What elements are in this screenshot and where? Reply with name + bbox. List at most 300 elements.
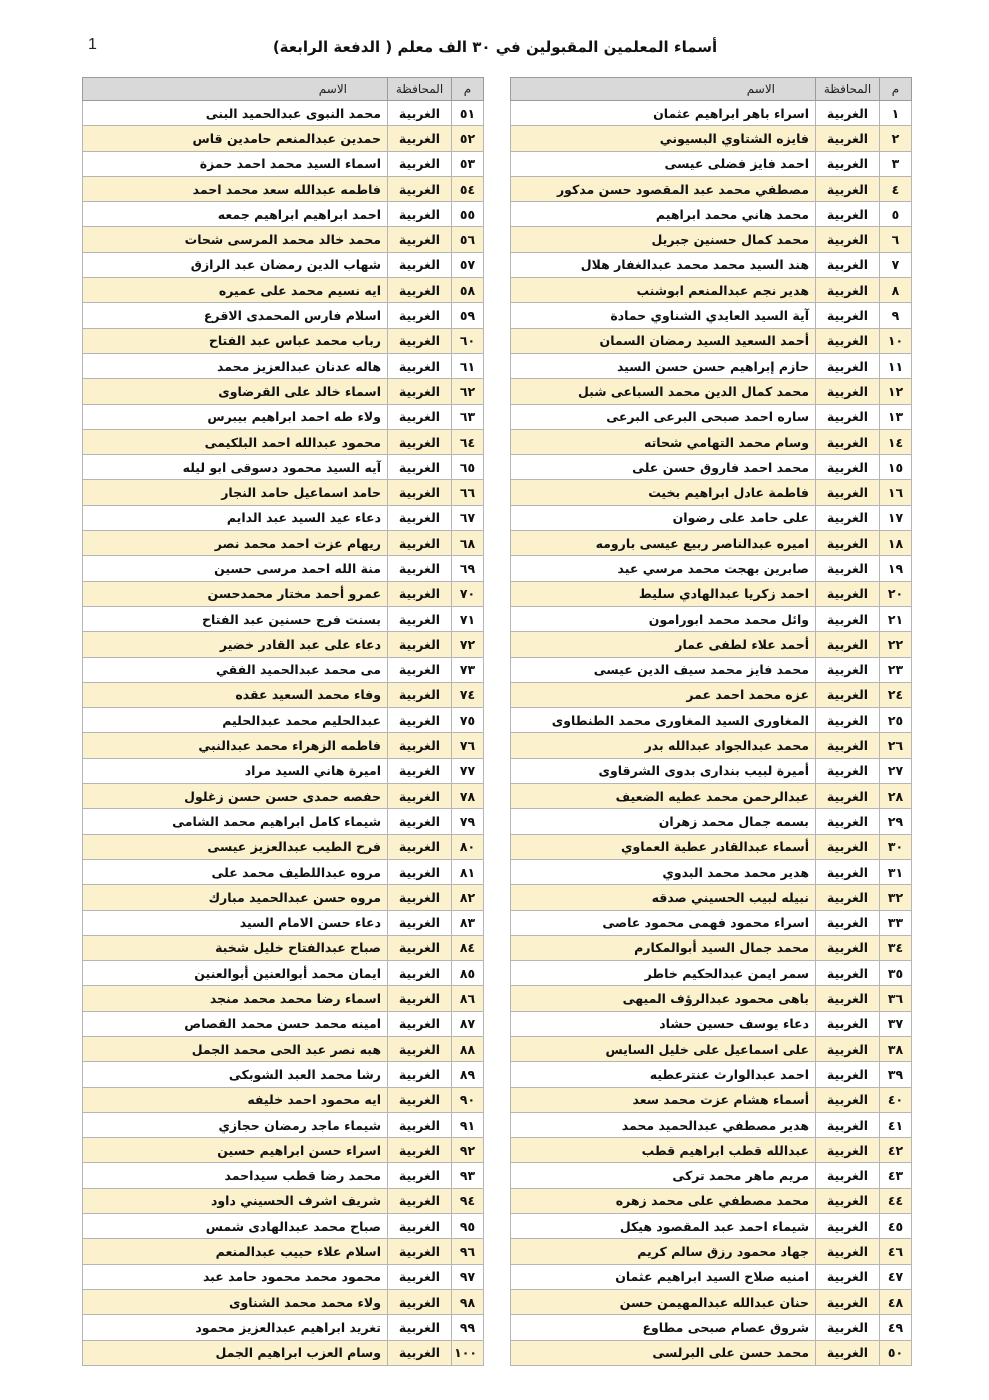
teacher-name-cell: محمد عبدالجواد عبدالله بدر (511, 733, 816, 758)
table-row (83, 1289, 484, 1314)
governorate-cell: الغربية (816, 531, 880, 556)
table-row (511, 303, 912, 328)
table-row (511, 809, 912, 834)
teacher-name-cell: رباب محمد عباس عبد الفتاح (83, 328, 388, 353)
table-row (511, 379, 912, 404)
row-number: ٤٤ (880, 1188, 912, 1213)
teacher-name-cell: دعاء عيد السيد عبد الدايم (83, 505, 388, 530)
row-number: ٣ (880, 151, 912, 176)
governorate-cell: الغربية (388, 151, 452, 176)
governorate-cell: الغربية (388, 202, 452, 227)
row-number: ٤ (880, 176, 912, 201)
table-row (83, 455, 484, 480)
table-row (83, 961, 484, 986)
governorate-cell: الغربية (816, 328, 880, 353)
table-row (511, 404, 912, 429)
row-number: ١٥ (880, 455, 912, 480)
table-row (511, 961, 912, 986)
row-number: ٦ (880, 227, 912, 252)
table-row (83, 1036, 484, 1061)
row-number: ٦٠ (452, 328, 484, 353)
table-row (83, 1239, 484, 1264)
governorate-cell: الغربية (816, 885, 880, 910)
governorate-cell: الغربية (816, 606, 880, 631)
governorate-cell: الغربية (388, 834, 452, 859)
teacher-name-cell: محمود محمد محمود حامد عبد (83, 1264, 388, 1289)
row-number: ٥٢ (452, 126, 484, 151)
row-number: ٦٩ (452, 556, 484, 581)
teacher-name-cell: حازم إبراهيم حسن حسن السيد (511, 353, 816, 378)
tables-container (82, 77, 912, 1366)
teacher-name-cell: أميرة لبيب بندارى بدوى الشرقاوى (511, 758, 816, 783)
table-row (511, 1036, 912, 1061)
row-number: ٧٧ (452, 758, 484, 783)
table-row (83, 531, 484, 556)
table-row (511, 1214, 912, 1239)
table-row (511, 328, 912, 353)
governorate-cell: الغربية (816, 379, 880, 404)
teacher-name-cell: دعاء يوسف حسين حشاد (511, 1011, 816, 1036)
table-row (83, 1062, 484, 1087)
teacher-name-cell: محمد جمال السيد أبوالمكارم (511, 935, 816, 960)
governorate-cell: الغربية (388, 1214, 452, 1239)
teacher-name-cell: اسراء محمود فهمى محمود عاصى (511, 910, 816, 935)
page-number: 1 (88, 36, 97, 53)
teacher-name-cell: فرح الطيب عبدالعزيز عيسى (83, 834, 388, 859)
table-row (83, 657, 484, 682)
row-number: ٨٦ (452, 986, 484, 1011)
governorate-cell: الغربية (388, 404, 452, 429)
table-row (511, 758, 912, 783)
row-number: ٧٢ (452, 632, 484, 657)
governorate-cell: الغربية (816, 935, 880, 960)
teacher-name-cell: حنان عبدالله عبدالمهيمن حسن (511, 1289, 816, 1314)
governorate-cell: الغربية (816, 151, 880, 176)
governorate-cell: الغربية (388, 1289, 452, 1314)
row-number: ٩٤ (452, 1188, 484, 1213)
teacher-name-cell: مروه عبداللطيف محمد على (83, 859, 388, 884)
governorate-cell: الغربية (816, 1163, 880, 1188)
teacher-name-cell: محمد كمال الدين محمد السباعى شبل (511, 379, 816, 404)
table-row (511, 1264, 912, 1289)
column-header-name: الاسم (83, 78, 388, 101)
table-row (83, 126, 484, 151)
table-row (83, 1112, 484, 1137)
row-number: ٢٤ (880, 682, 912, 707)
governorate-cell: الغربية (816, 556, 880, 581)
governorate-cell: الغربية (816, 1315, 880, 1340)
governorate-cell: الغربية (388, 1163, 452, 1188)
row-number: ٩٢ (452, 1138, 484, 1163)
governorate-cell: الغربية (816, 1062, 880, 1087)
table-row (511, 1188, 912, 1213)
governorate-cell: الغربية (816, 859, 880, 884)
row-number: ٥٣ (452, 151, 484, 176)
teacher-name-cell: محمد رضا قطب سيداحمد (83, 1163, 388, 1188)
row-number: ٢٨ (880, 784, 912, 809)
table-row (83, 1188, 484, 1213)
header-row (83, 78, 484, 101)
governorate-cell: الغربية (816, 834, 880, 859)
governorate-cell: الغربية (388, 632, 452, 657)
table-row (83, 708, 484, 733)
governorate-cell: الغربية (816, 480, 880, 505)
row-number: ٣٩ (880, 1062, 912, 1087)
governorate-cell: الغربية (388, 1264, 452, 1289)
teacher-name-cell: وسام العزب ابراهيم الجمل (83, 1340, 388, 1365)
row-number: ٧٣ (452, 657, 484, 682)
governorate-cell: الغربية (816, 1340, 880, 1365)
teacher-name-cell: احمد ابراهيم ابراهيم جمعه (83, 202, 388, 227)
teacher-name-cell: حفصه حمدى حسن حسن زغلول (83, 784, 388, 809)
governorate-cell: الغربية (388, 252, 452, 277)
row-number: ٧٠ (452, 581, 484, 606)
governorate-cell: الغربية (388, 379, 452, 404)
teacher-name-cell: شروق عصام صبحى مطاوع (511, 1315, 816, 1340)
row-number: ٨٢ (452, 885, 484, 910)
row-number: ١٩ (880, 556, 912, 581)
teacher-name-cell: شيماء كامل ابراهيم محمد الشامى (83, 809, 388, 834)
teacher-name-cell: احمد فايز فضلى عيسى (511, 151, 816, 176)
table-row (83, 606, 484, 631)
teacher-name-cell: محمود عبدالله احمد البلكيمى (83, 429, 388, 454)
governorate-cell: الغربية (816, 1112, 880, 1137)
teacher-name-cell: أحمد علاء لطفى عمار (511, 632, 816, 657)
governorate-cell: الغربية (388, 657, 452, 682)
table-row (83, 784, 484, 809)
teacher-name-cell: هاله عدنان عبدالعزيز محمد (83, 353, 388, 378)
governorate-cell: الغربية (816, 455, 880, 480)
row-number: ٧٩ (452, 809, 484, 834)
row-number: ٤٩ (880, 1315, 912, 1340)
row-number: ٤٦ (880, 1239, 912, 1264)
governorate-cell: الغربية (816, 278, 880, 303)
governorate-cell: الغربية (388, 1315, 452, 1340)
row-number: ٨٥ (452, 961, 484, 986)
row-number: ٩٨ (452, 1289, 484, 1314)
teacher-name-cell: أسماء هشام عزت محمد سعد (511, 1087, 816, 1112)
teacher-name-cell: عبدالله قطب ابراهيم قطب (511, 1138, 816, 1163)
table-row (511, 1062, 912, 1087)
governorate-cell: الغربية (816, 809, 880, 834)
teacher-name-cell: آية السيد العايدي الشناوي حمادة (511, 303, 816, 328)
governorate-cell: الغربية (388, 353, 452, 378)
governorate-cell: الغربية (388, 278, 452, 303)
row-number: ٢٥ (880, 708, 912, 733)
table-row (511, 859, 912, 884)
table-row (511, 353, 912, 378)
teacher-name-cell: صباح عبدالفتاح خليل شخبة (83, 935, 388, 960)
row-number: ٩٧ (452, 1264, 484, 1289)
row-number: ٥٤ (452, 176, 484, 201)
governorate-cell: الغربية (816, 126, 880, 151)
table-row (511, 606, 912, 631)
row-number: ٥ (880, 202, 912, 227)
row-number: ٢ (880, 126, 912, 151)
table-row (83, 1340, 484, 1365)
table-body (511, 101, 912, 1366)
row-number: ٥٩ (452, 303, 484, 328)
governorate-cell: الغربية (388, 986, 452, 1011)
table-row (83, 1264, 484, 1289)
table-row (83, 733, 484, 758)
teacher-name-cell: ساره احمد صبحى البرعى البرعى (511, 404, 816, 429)
row-number: ١٧ (880, 505, 912, 530)
table-row (83, 278, 484, 303)
teacher-name-cell: على حامد على رضوان (511, 505, 816, 530)
teacher-name-cell: فاطمه الزهراء محمد عبدالنبي (83, 733, 388, 758)
teacher-name-cell: مصطفي محمد عبد المقصود حسن مدكور (511, 176, 816, 201)
teacher-name-cell: حامد اسماعيل حامد النجار (83, 480, 388, 505)
row-number: ١٤ (880, 429, 912, 454)
table-row (83, 303, 484, 328)
row-number: ٣٧ (880, 1011, 912, 1036)
teacher-name-cell: دعاء حسن الامام السيد (83, 910, 388, 935)
row-number: ٩٦ (452, 1239, 484, 1264)
teacher-name-cell: مريم ماهر محمد تركى (511, 1163, 816, 1188)
teacher-name-cell: محمد احمد فاروق حسن على (511, 455, 816, 480)
row-number: ٣٨ (880, 1036, 912, 1061)
teacher-name-cell: مى محمد عبدالحميد الفقي (83, 657, 388, 682)
teacher-name-cell: اميره عبدالناصر ربيع عيسى بارومه (511, 531, 816, 556)
table-row (83, 480, 484, 505)
table-row (83, 1214, 484, 1239)
row-number: ٦٥ (452, 455, 484, 480)
governorate-cell: الغربية (388, 758, 452, 783)
teacher-name-cell: فاطمه عبدالله سعد محمد احمد (83, 176, 388, 201)
teacher-name-cell: محمد حسن على البرلسى (511, 1340, 816, 1365)
row-number: ٨١ (452, 859, 484, 884)
row-number: ١٣ (880, 404, 912, 429)
table-row (83, 986, 484, 1011)
teacher-name-cell: هدير مصطفي عبدالحميد محمد (511, 1112, 816, 1137)
row-number: ١٠ (880, 328, 912, 353)
governorate-cell: الغربية (816, 227, 880, 252)
teacher-name-cell: حمدين عبدالمنعم حامدين قاس (83, 126, 388, 151)
governorate-cell: الغربية (816, 910, 880, 935)
table-row (511, 101, 912, 126)
row-number: ٢٦ (880, 733, 912, 758)
row-number: ٥٧ (452, 252, 484, 277)
table-row (511, 151, 912, 176)
table-row (83, 1011, 484, 1036)
teacher-name-cell: امينه محمد حسن محمد القصاص (83, 1011, 388, 1036)
teacher-name-cell: محمد خالد محمد المرسى شحات (83, 227, 388, 252)
governorate-cell: الغربية (816, 986, 880, 1011)
table-row (83, 379, 484, 404)
teacher-name-cell: جهاد محمود رزق سالم كريم (511, 1239, 816, 1264)
row-number: ٩٩ (452, 1315, 484, 1340)
governorate-cell: الغربية (388, 606, 452, 631)
row-number: ٨٨ (452, 1036, 484, 1061)
teacher-name-cell: شيماء احمد عبد المقصود هيكل (511, 1214, 816, 1239)
teacher-name-cell: بسمه جمال محمد زهران (511, 809, 816, 834)
row-number: ٧٥ (452, 708, 484, 733)
row-number: ٣١ (880, 859, 912, 884)
governorate-cell: الغربية (388, 126, 452, 151)
teacher-name-cell: اسلام فارس المحمدى الاقرع (83, 303, 388, 328)
governorate-cell: الغربية (388, 1011, 452, 1036)
table-row (511, 1138, 912, 1163)
teacher-name-cell: شيماء ماجد رمضان حجازي (83, 1112, 388, 1137)
governorate-cell: الغربية (816, 505, 880, 530)
table-row (83, 556, 484, 581)
table-row (83, 682, 484, 707)
table-row (511, 784, 912, 809)
governorate-cell: الغربية (816, 581, 880, 606)
governorate-cell: الغربية (816, 708, 880, 733)
governorate-cell: الغربية (388, 1138, 452, 1163)
row-number: ٤٠ (880, 1087, 912, 1112)
row-number: ٦٢ (452, 379, 484, 404)
row-number: ١ (880, 101, 912, 126)
governorate-cell: الغربية (816, 101, 880, 126)
teacher-name-cell: هند السيد محمد محمد عبدالغفار هلال (511, 252, 816, 277)
row-number: ٢٢ (880, 632, 912, 657)
table-row (511, 126, 912, 151)
row-number: ١٢ (880, 379, 912, 404)
table-row (511, 1340, 912, 1365)
governorate-cell: الغربية (388, 429, 452, 454)
governorate-cell: الغربية (816, 353, 880, 378)
governorate-cell: الغربية (816, 657, 880, 682)
row-number: ٤٢ (880, 1138, 912, 1163)
table-row (511, 1239, 912, 1264)
row-number: ٧١ (452, 606, 484, 631)
table-row (83, 101, 484, 126)
teacher-name-cell: منة الله احمد مرسى حسين (83, 556, 388, 581)
table-row (83, 1315, 484, 1340)
row-number: ٧٤ (452, 682, 484, 707)
governorate-cell: الغربية (816, 1138, 880, 1163)
table-row (83, 227, 484, 252)
table-row (511, 708, 912, 733)
row-number: ٥١ (452, 101, 484, 126)
table-row (511, 834, 912, 859)
teacher-name-cell: محمد هاني محمد ابراهيم (511, 202, 816, 227)
teacher-name-cell: وائل محمد محمد ابورامون (511, 606, 816, 631)
teacher-name-cell: اسماء خالد على القرضاوى (83, 379, 388, 404)
row-number: ٤٣ (880, 1163, 912, 1188)
teacher-name-cell: ولاء محمد محمد الشناوى (83, 1289, 388, 1314)
teacher-name-cell: مروه حسن عبدالحميد مبارك (83, 885, 388, 910)
governorate-cell: الغربية (388, 809, 452, 834)
table-row (511, 1163, 912, 1188)
teacher-name-cell: دعاء على عبد القادر خضير (83, 632, 388, 657)
table-row (511, 935, 912, 960)
table-row (83, 1087, 484, 1112)
teacher-name-cell: محمد مصطفي على محمد زهره (511, 1188, 816, 1213)
teacher-name-cell: رشا محمد العبد الشوبكى (83, 1062, 388, 1087)
governorate-cell: الغربية (816, 632, 880, 657)
row-number: ٩ (880, 303, 912, 328)
row-number: ٢٠ (880, 581, 912, 606)
governorate-cell: الغربية (388, 682, 452, 707)
governorate-cell: الغربية (388, 328, 452, 353)
row-number: ٣٦ (880, 986, 912, 1011)
governorate-cell: الغربية (816, 404, 880, 429)
table-row (511, 1087, 912, 1112)
teacher-name-cell: محمد كمال حسنين جبريل (511, 227, 816, 252)
table-row (83, 859, 484, 884)
row-number: ٦٤ (452, 429, 484, 454)
table-row (83, 758, 484, 783)
table-row (83, 809, 484, 834)
governorate-cell: الغربية (816, 758, 880, 783)
governorate-cell: الغربية (816, 1239, 880, 1264)
table-row (511, 202, 912, 227)
table-row (511, 505, 912, 530)
teacher-name-cell: ايه نسيم محمد على عميره (83, 278, 388, 303)
governorate-cell: الغربية (816, 682, 880, 707)
teacher-name-cell: اسلام علاء حبيب عبدالمنعم (83, 1239, 388, 1264)
row-number: ٣٢ (880, 885, 912, 910)
table-row (511, 1315, 912, 1340)
governorate-cell: الغربية (388, 531, 452, 556)
teacher-name-cell: اسراء باهر ابراهيم عثمان (511, 101, 816, 126)
row-number: ٩١ (452, 1112, 484, 1137)
row-number: ٩٠ (452, 1087, 484, 1112)
row-number: ١٠٠ (452, 1340, 484, 1365)
table-row (511, 227, 912, 252)
row-number: ٥٠ (880, 1340, 912, 1365)
row-number: ٢٩ (880, 809, 912, 834)
teacher-name-cell: سمر ايمن عبدالحكيم خاطر (511, 961, 816, 986)
column-header-num: م (452, 78, 484, 101)
row-number: ٧٦ (452, 733, 484, 758)
table-row (511, 986, 912, 1011)
row-number: ٦٣ (452, 404, 484, 429)
governorate-cell: الغربية (388, 480, 452, 505)
teacher-name-cell: آيه السيد محمود دسوقى ابو ليله (83, 455, 388, 480)
teacher-name-cell: بسنت فرج حسنين عبد الفتاح (83, 606, 388, 631)
governorate-cell: الغربية (388, 1239, 452, 1264)
row-number: ٥٥ (452, 202, 484, 227)
teacher-name-cell: شريف اشرف الحسيني داود (83, 1188, 388, 1213)
table-row (83, 885, 484, 910)
teacher-name-cell: احمد عبدالوارث عنترعطيه (511, 1062, 816, 1087)
teacher-name-cell: اسماء السيد محمد احمد حمزة (83, 151, 388, 176)
header-row (511, 78, 912, 101)
teacher-name-cell: ايمان محمد أبوالعنين أبوالعنين (83, 961, 388, 986)
teacher-name-cell: اميرة هاني السيد مراد (83, 758, 388, 783)
table-row (511, 176, 912, 201)
governorate-cell: الغربية (388, 227, 452, 252)
teacher-name-cell: وفاء محمد السعيد عقده (83, 682, 388, 707)
row-number: ٥٨ (452, 278, 484, 303)
governorate-cell: الغربية (816, 1087, 880, 1112)
row-number: ٧ (880, 252, 912, 277)
table-row (83, 328, 484, 353)
table-row (83, 834, 484, 859)
row-number: ٥٦ (452, 227, 484, 252)
column-header-governorate: المحافظة (388, 78, 452, 101)
table-row (83, 252, 484, 277)
teacher-name-cell: صباح محمد عبدالهادى شمس (83, 1214, 388, 1239)
governorate-cell: الغربية (816, 784, 880, 809)
table-row (511, 455, 912, 480)
governorate-cell: الغربية (388, 708, 452, 733)
row-number: ١٦ (880, 480, 912, 505)
row-number: ٨٧ (452, 1011, 484, 1036)
row-number: ٦٨ (452, 531, 484, 556)
table-row (83, 1138, 484, 1163)
teacher-name-cell: تغريد ابراهيم عبدالعزيز محمود (83, 1315, 388, 1340)
governorate-cell: الغربية (388, 733, 452, 758)
teacher-name-cell: عزه محمد احمد عمر (511, 682, 816, 707)
teacher-name-cell: ريهام عزت احمد محمد نصر (83, 531, 388, 556)
table-row (511, 885, 912, 910)
